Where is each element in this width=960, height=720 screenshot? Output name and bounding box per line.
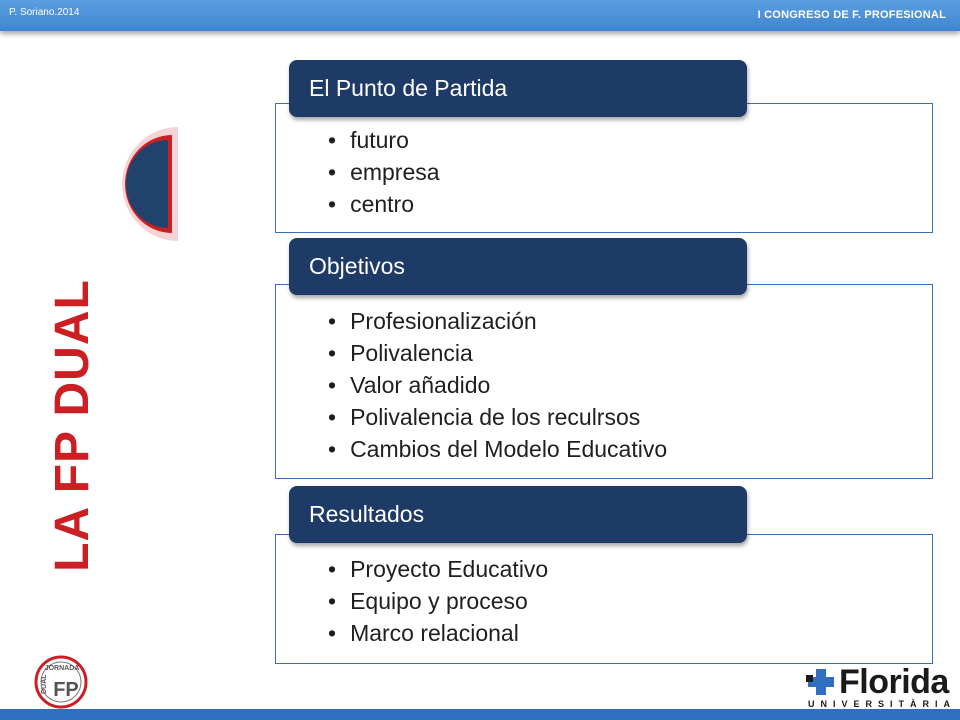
section-list-start bbox=[328, 124, 440, 220]
svg-text:JORNADA: JORNADA bbox=[44, 665, 80, 672]
brand-subtitle: UNIVERSITÀRIA bbox=[808, 699, 957, 709]
list-item: • Proyecto Educativo bbox=[328, 553, 548, 585]
list-item: • Valor añadido bbox=[328, 369, 667, 401]
footer-bar bbox=[0, 709, 960, 720]
svg-text:DUAL: DUAL bbox=[41, 674, 48, 694]
list-item: • Marco relacional bbox=[328, 617, 548, 649]
section-panel-results bbox=[275, 534, 933, 664]
author-label: P. Soriano.2014 bbox=[9, 7, 80, 18]
list-item: • Polivalencia de los reculrsos bbox=[328, 401, 667, 433]
half-circle-decoration bbox=[108, 125, 180, 243]
section-list-results bbox=[328, 553, 548, 649]
header-bar bbox=[0, 0, 960, 31]
section-heading-start: El Punto de Partida bbox=[289, 60, 747, 117]
section-panel-objectives bbox=[275, 284, 933, 479]
slide-title bbox=[0, 278, 152, 572]
section-panel-start bbox=[275, 103, 933, 233]
list-item: • centro bbox=[328, 188, 440, 220]
slide-title-text: LA FP DUAL bbox=[45, 278, 99, 572]
section-heading-objectives: Objetivos bbox=[289, 238, 747, 295]
list-item: • Equipo y proceso bbox=[328, 585, 548, 617]
jornada-logo bbox=[33, 654, 89, 710]
list-item: • Polivalencia bbox=[328, 337, 667, 369]
list-item: • futuro bbox=[328, 124, 440, 156]
list-item: • empresa bbox=[328, 156, 440, 188]
brand-name: Florida bbox=[839, 663, 949, 701]
florida-cross-icon bbox=[806, 667, 836, 697]
section-list-objectives bbox=[328, 305, 667, 465]
section-heading-results: Resultados bbox=[289, 486, 747, 543]
list-item: • Profesionalización bbox=[328, 305, 667, 337]
svg-text:FP: FP bbox=[53, 679, 79, 701]
list-item: • Cambios del Modelo Educativo bbox=[328, 433, 667, 465]
congress-label: I CONGRESO DE F. PROFESIONAL bbox=[757, 9, 946, 21]
